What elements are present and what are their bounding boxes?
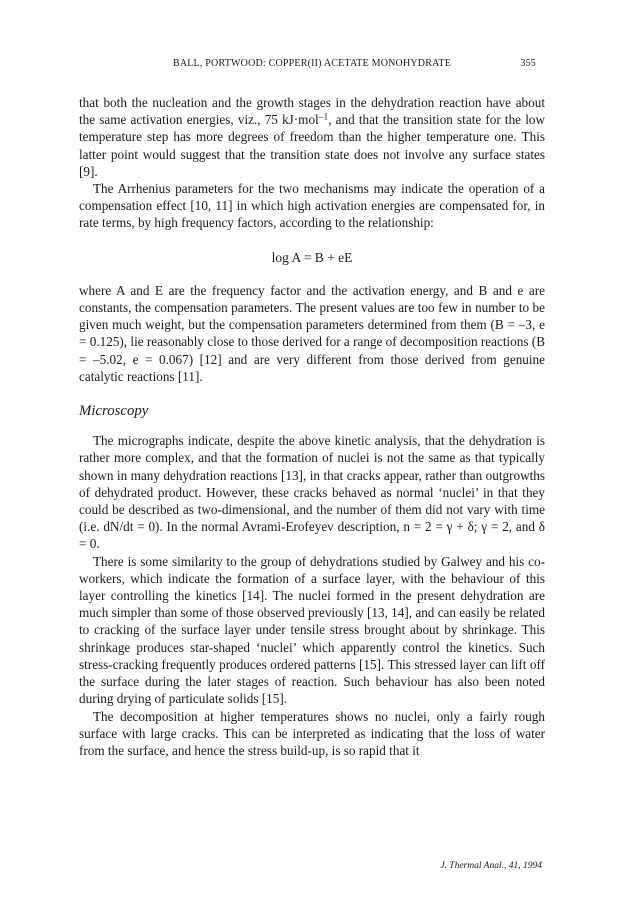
page-header: [0, 58, 624, 74]
paragraph-1: [79, 94, 545, 180]
paragraph-6: The decomposition at higher temperatures shows no nuclei, only a fairly rough surface with large cracks. This can be interpreted as indicating that the loss of water from the surface, and hence the stress build-up, is so rapid that it: [79, 708, 545, 758]
paragraph-1-text-a: that both the nucleation and the growth stages in the dehydration reaction have about the same activation energies, viz., 75 kJ·mol: [79, 95, 545, 128]
paragraph-1-text-b: , and that the transition state for the low temperature step has more degrees of freedom than the higher temperature one. This latter point would suggest that the transition state does not involve any surface states [9].: [79, 112, 545, 179]
paragraph-4: The micrographs indicate, despite the above kinetic analysis, that the dehydration is rather more complex, and that the formation of nuclei is not the same as that typically shown in many dehydration reactions [13], in that cracks appear, rather than outgrowths of dehydrated product. However, these cracks behaved as normal ‘nuclei’ in that they could be described as two-dimensional, and the number of them did not vary with time (i.e. dN/dt = 0). In the normal Avrami-Erofeyev description, n = 2 = γ + δ; γ = 2, and δ = 0.: [79, 433, 545, 552]
paragraph-5: There is some similarity to the group of dehydrations studied by Galwey and his co-workers, which indicate the formation of a surface layer, with the behaviour of this layer controlling the kinetics [14]. The nuclei formed in the present dehydration are much simpler than some of those observed previously [13, 14], and can easily be related to cracking of the surface layer under tensile stress brought about by shrinkage. This shrinkage produces star-shaped ‘nuclei’ which apparently control the kinetics. Such stress-cracking frequently produces ordered patterns [15]. This stressed layer can lift off the surface during the later stages of reaction. Such behaviour has also been noted during drying of particulate solids [15].: [79, 553, 545, 707]
unit-exponent: –1: [318, 112, 329, 123]
journal-reference: J. Thermal Anal., 41, 1994: [440, 861, 542, 871]
article-body: [79, 94, 545, 759]
paragraph-2: The Arrhenius parameters for the two mechanisms may indicate the operation of a compensation effect [10, 11] in which high activation energies are compensated for, in rate terms, by high frequency factors, according to the relationship:: [79, 181, 545, 231]
paragraph-3: where A and E are the frequency factor and the activation energy, and B and e are constants, the compensation parameters. The present values are too few in number to be given much weight, but the compensation parameters determined from them (B = –3, e = 0.125), lie reasonably close to those derived for a range of decomposition reactions (B = –5.02, e = 0.067) [12] and are very different from those derived from genuine catalytic reactions [11].: [79, 282, 545, 384]
section-heading-microscopy: Microscopy: [79, 403, 149, 420]
page-number: 355: [520, 58, 536, 69]
compensation-equation: log A = B + eE: [271, 249, 353, 265]
running-head: BALL, PORTWOOD: COPPER(II) ACETATE MONOHYDRATE: [172, 58, 452, 69]
